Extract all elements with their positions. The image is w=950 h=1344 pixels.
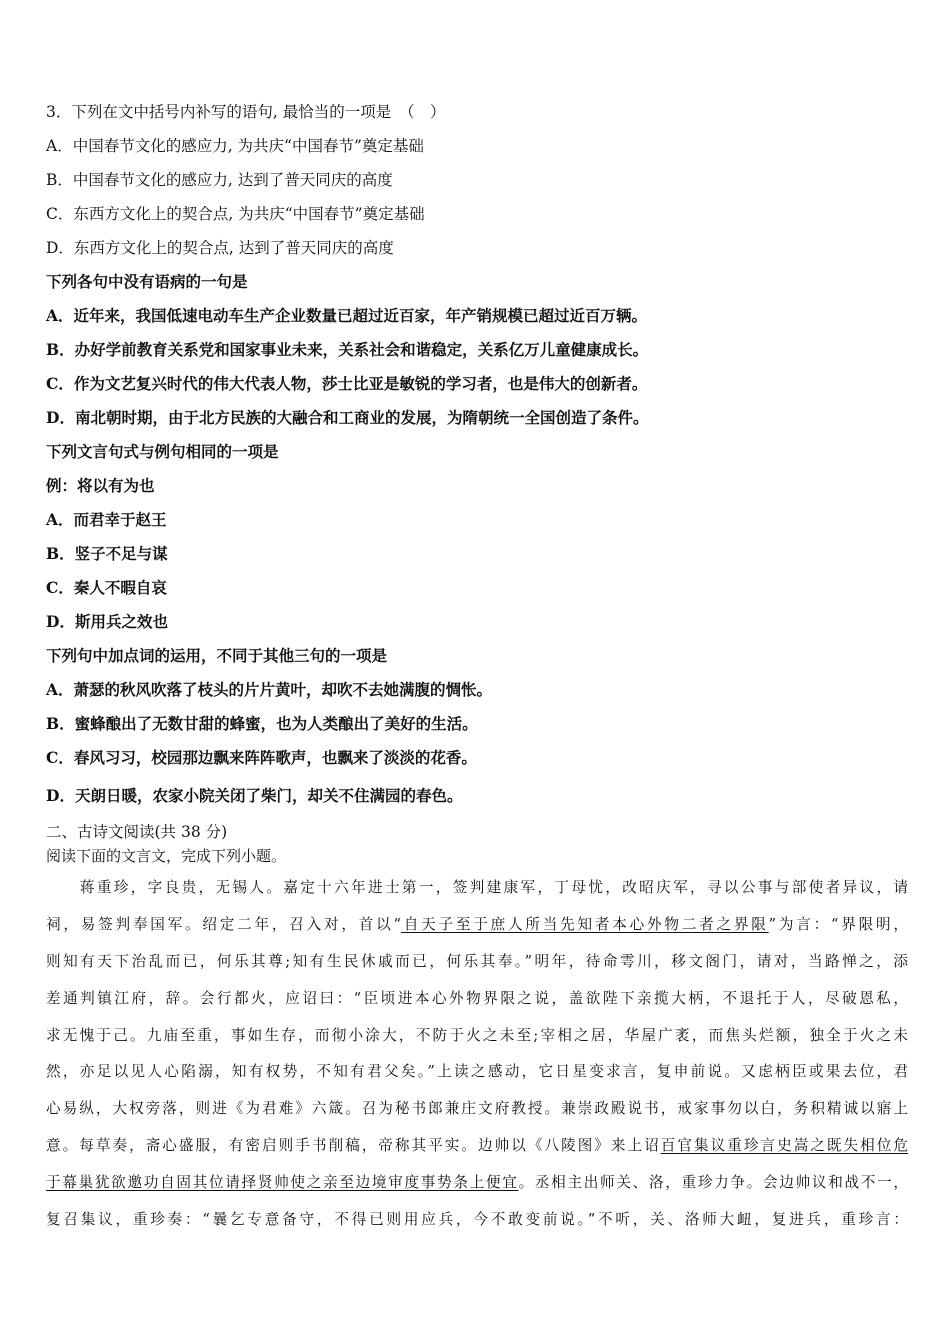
q3-option-d: D．东西方文化上的契合点, 达到了普天同庆的高度 xyxy=(46,239,394,257)
passage-line: 心易纵，大权旁落，则进《为君难》六箴。召为秘书郎兼庄文府教授。兼崇政殿说书，戒家事勿以白，务积精诚以寤上 xyxy=(46,1100,908,1118)
grammar-option-a: A．近年来，我国低速电动车生产企业数量已超过近百家，年产销规模已超过近百万辆。 xyxy=(46,306,648,325)
classical-passage xyxy=(46,870,908,1239)
passage-line: 祠，易签判奉国军。绍定二年，召入对，首以“自天子至于庶人所当先知者本心外物二者之界限”为言：“界限明， xyxy=(46,915,908,933)
grammar-question-stem: 下列各句中没有语病的一句是 xyxy=(46,272,248,291)
passage-line: 则知有天下治乱而已，何乐其尊;知有生民休戚而已，何乐其奉。”明年，待命雩川，移文阁门，请对，当路惮之，添 xyxy=(46,952,908,970)
underlined-sentence-2b: 于幕巢犹欲邀功自固其位请择贤帅使之亲至边境审度事势条上便宜 xyxy=(46,1174,519,1192)
passage-line: 差通判镇江府，辞。会行都火，应诏曰：“臣顷进本心外物界限之说，盖欲陛下亲揽大柄，不退托于人，尽破恩私， xyxy=(46,989,908,1007)
words-option-c: C．春风习习，校园那边飘来阵阵歌声，也飘来了淡淡的花香。 xyxy=(46,748,477,767)
passage-line: 于幕巢犹欲邀功自固其位请择贤帅使之亲至边境审度事势条上便宜。丞相主出师关、洛，重珍力争。会边帅议和战不一， xyxy=(46,1174,908,1192)
syntax-example: 例：将以有为也 xyxy=(46,476,155,495)
passage-line: 复召集议，重珍奏：“曩乞专意备守，不得已则用应兵，今不敢变前说。”不听，关、洛师大衄，复进兵，重珍言： xyxy=(46,1211,908,1229)
passage-line: 求无愧于己。九庙至重，事如生存，而彻小涂大，不防于火之未至;宰相之居，华屋广袤，而焦头烂额，独全于火之未 xyxy=(46,1026,908,1044)
passage-line: 蒋重珍，字良贵，无锡人。嘉定十六年进士第一，签判建康军，丁母忧，改昭庆军，寻以公事与部使者异议，请 xyxy=(46,879,908,896)
q3-option-c: C．东西方文化上的契合点, 为共庆“中国春节”奠定基础 xyxy=(46,205,425,223)
section-instruction: 阅读下面的文言文，完成下列小题。 xyxy=(46,847,287,865)
section-title: 二、古诗文阅读(共 38 分) xyxy=(46,823,228,841)
words-option-d: D．天朗日暖，农家小院关闭了柴门，却关不住满园的春色。 xyxy=(46,786,463,805)
words-question-stem: 下列句中加点词的运用，不同于其他三句的一项是 xyxy=(46,646,388,665)
words-option-a: A．萧瑟的秋风吹落了枝头的片片黄叶，却吹不去她满腹的惆怅。 xyxy=(46,680,493,699)
grammar-option-c: C．作为文艺复兴时代的伟大代表人物，莎士比亚是敏锐的学习者，也是伟大的创新者。 xyxy=(46,374,648,393)
passage-line: 意。每草奏，斋心盛服，有密启则手书削稿，帝称其平实。边帅以《八陵图》来上诏百官集议重珍言史嵩之既失相位危 xyxy=(46,1137,908,1155)
syntax-option-b: B．竖子不足与谋 xyxy=(46,544,168,563)
syntax-option-a: A．而君幸于赵王 xyxy=(46,510,167,529)
grammar-option-b: B．办好学前教育关系党和国家事业未来，关系社会和谐稳定，关系亿万儿童健康成长。 xyxy=(46,340,649,359)
underlined-sentence-2a: 百官集议重珍言史嵩之既失相位危 xyxy=(660,1137,908,1155)
q3-option-a: A．中国春节文化的感应力, 为共庆“中国春节”奠定基础 xyxy=(46,137,424,155)
words-option-b: B．蜜蜂酿出了无数甘甜的蜂蜜，也为人类酿出了美好的生活。 xyxy=(46,714,478,733)
syntax-option-d: D．斯用兵之效也 xyxy=(46,612,168,631)
syntax-question-stem: 下列文言句式与例句相同的一项是 xyxy=(46,442,279,461)
grammar-option-d: D．南北朝时期，由于北方民族的大融合和工商业的发展，为隋朝统一全国创造了条件。 xyxy=(46,408,649,427)
syntax-option-c: C．秦人不暇自哀 xyxy=(46,578,167,597)
passage-line: 然，亦足以见人心陷溺，知有权势，不知有君父矣。”上读之感动，它日星变求言，复申前说。又虑柄臣或果去位，君 xyxy=(46,1063,908,1081)
underlined-sentence-1: 自天子至于庶人所当先知者本心外物二者之界限 xyxy=(400,915,769,933)
q3-option-b: B．中国春节文化的感应力, 达到了普天同庆的高度 xyxy=(46,171,393,189)
q3-stem: 3．下列在文中括号内补写的语句, 最恰当的一项是 （ ） xyxy=(46,103,446,121)
